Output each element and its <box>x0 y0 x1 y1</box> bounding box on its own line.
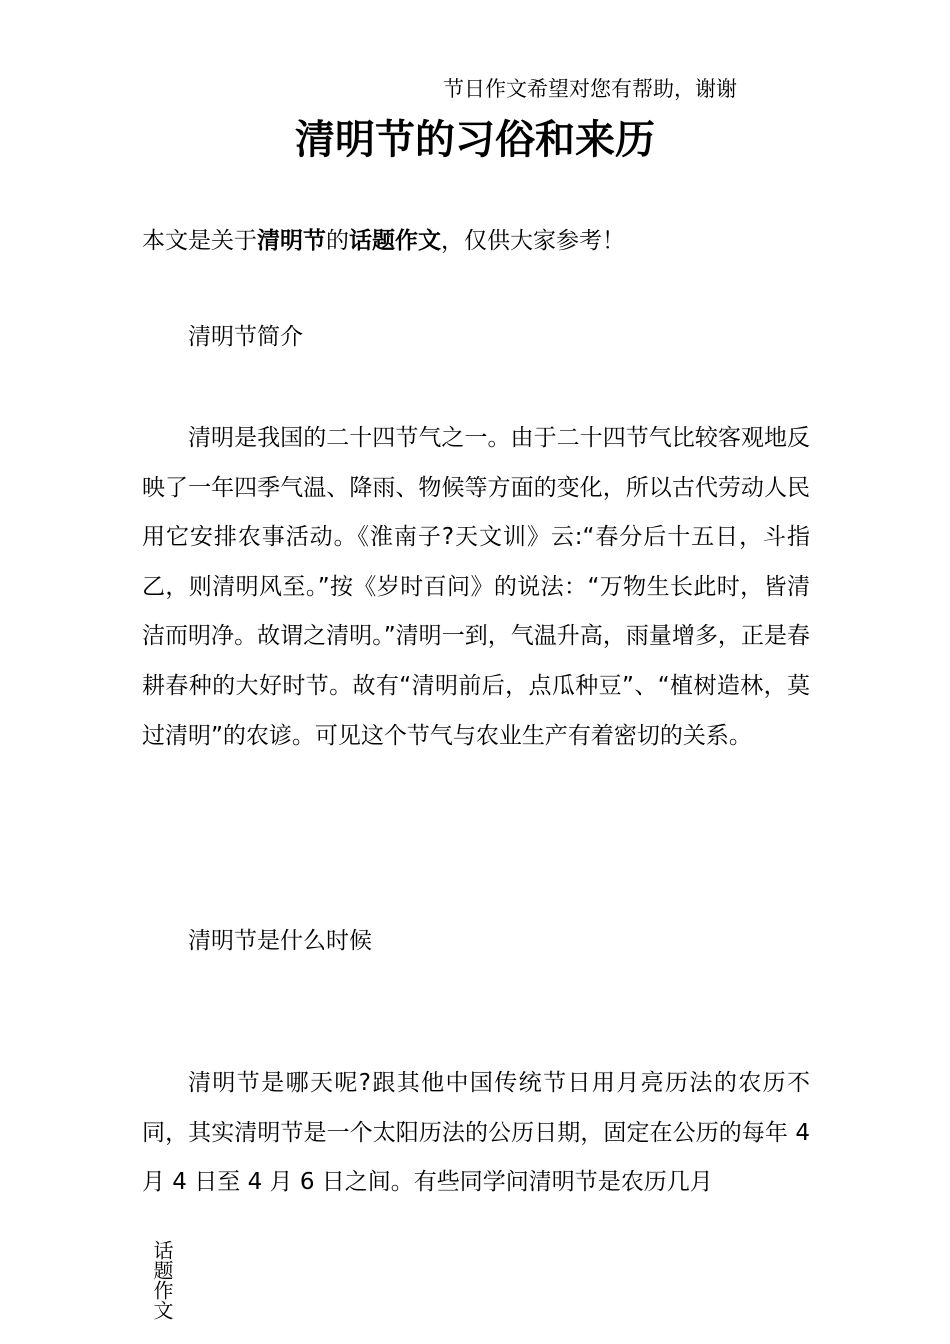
page-title: 清明节的习俗和来历 <box>295 117 655 163</box>
header-note: 节日作文希望对您有帮助，谢谢 <box>443 77 737 101</box>
section-body-date <box>142 1059 810 1208</box>
intro-category: 话题作文 <box>349 228 441 254</box>
intro-topic: 清明节 <box>257 228 326 254</box>
section-heading-date: 清明节是什么时候 <box>188 928 372 954</box>
section-heading-intro: 清明节简介 <box>188 324 303 350</box>
intro-prefix: 本文是关于 <box>142 228 257 254</box>
paragraph-text: 清明是我国的二十四节气之一。由于二十四节气比较客观地反映了一年四季气温、降雨、物候等方面的变化，所以古代劳动人民用它安排农事活动。《淮南子?天文训》云:“春分后十五日，斗指乙，则清明风至。”按《岁时百问》的说法：“万物生长此时，皆清洁而明净。故谓之清明。”清明一到，气温升高，雨量增多，正是春耕春种的大好时节。故有“清明前后，点瓜种豆”、“植树造林，莫过清明”的农谚。可见这个节气与农业生产有着密切的关系。 <box>142 425 810 749</box>
intro-paragraph <box>142 217 810 267</box>
section-body-intro <box>142 414 810 761</box>
footer-vertical-label: 话题作文 <box>150 1240 174 1320</box>
paragraph-text: 清明节是哪天呢?跟其他中国传统节日用月亮历法的农历不同，其实清明节是一个太阳历法的公历日期，固定在公历的每年 4 月 4 日至 4 月 6 日之间。有些同学问清明节是农历几月 <box>142 1070 810 1196</box>
intro-suffix: ，仅供大家参考！ <box>441 228 625 254</box>
intro-middle: 的 <box>326 228 349 254</box>
